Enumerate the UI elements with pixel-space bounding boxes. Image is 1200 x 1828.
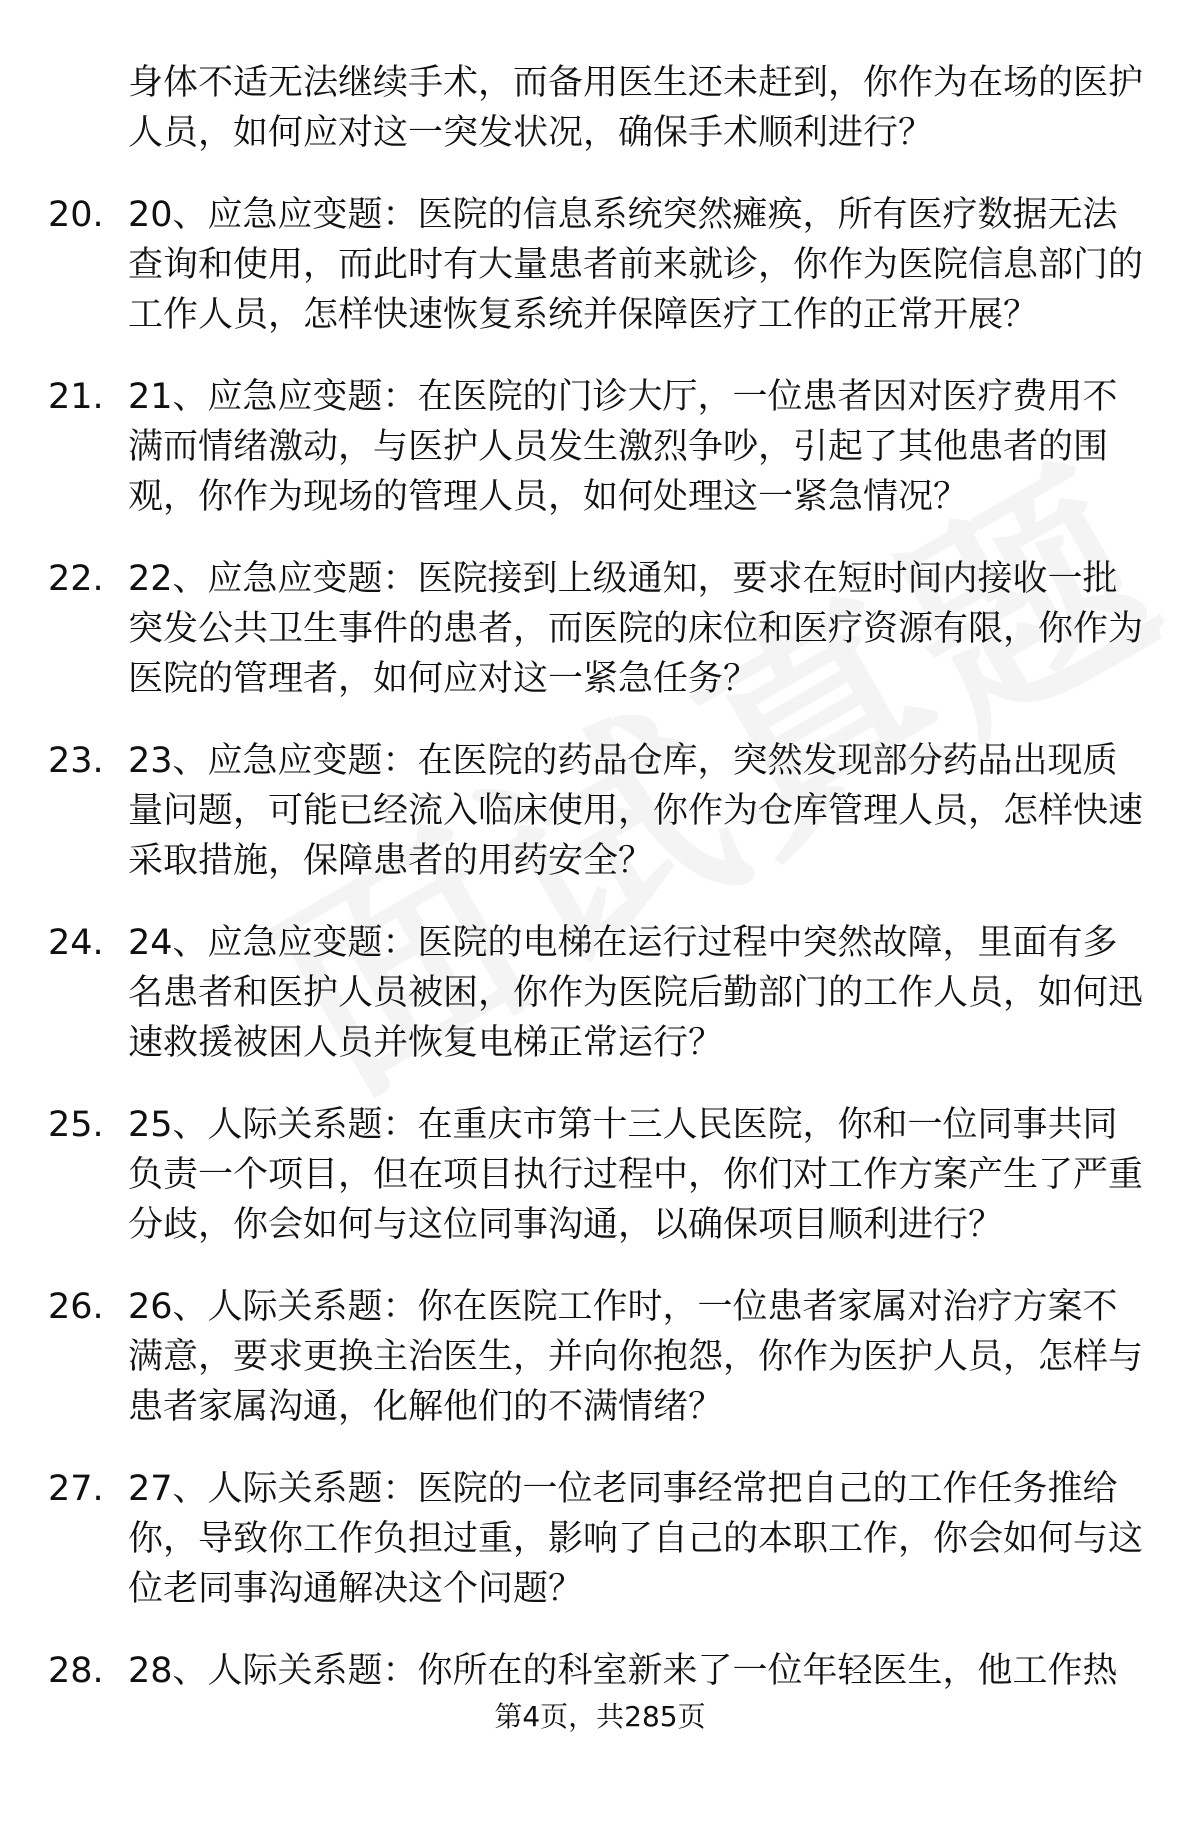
list-item (0, 372, 1200, 554)
item-number: 24. (48, 923, 104, 963)
item-number: 23. (48, 741, 104, 781)
list-item (0, 190, 1200, 372)
item-number: 22. (48, 559, 104, 599)
item-number: 25. (48, 1105, 104, 1145)
list-item (0, 1100, 1200, 1282)
page-footer: 第4页，共285页 (494, 1700, 706, 1733)
item-text: 20、应急应变题：医院的信息系统突然瘫痪，所有医疗数据无法查询和使用，而此时有大量患者前来就诊，你作为医院信息部门的工作人员，怎样快速恢复系统并保障医疗工作的正常开展？ (128, 195, 1144, 335)
continued-question-text: 身体不适无法继续手术，而备用医生还未赶到，你作为在场的医护人员，如何应对这一突发状况，确保手术顺利进行？ (128, 63, 1144, 153)
list-item (0, 918, 1200, 1100)
item-text: 22、应急应变题：医院接到上级通知，要求在短时间内接收一批突发公共卫生事件的患者，而医院的床位和医疗资源有限，你作为医院的管理者，如何应对这一紧急任务？ (128, 559, 1144, 699)
list-item (0, 1646, 1200, 1828)
item-text: 27、人际关系题：医院的一位老同事经常把自己的工作任务推给你，导致你工作负担过重，影响了自己的本职工作，你会如何与这位老同事沟通解决这个问题？ (128, 1469, 1144, 1609)
list-item (0, 1464, 1200, 1646)
list-item (0, 1282, 1200, 1464)
item-text: 21、应急应变题：在医院的门诊大厅，一位患者因对医疗费用不满而情绪激动，与医护人员发生激烈争吵，引起了其他患者的围观，你作为现场的管理人员，如何处理这一紧急情况？ (128, 377, 1118, 517)
item-text: 28、人际关系题：你所在的科室新来了一位年轻医生，他工作热 (128, 1651, 1118, 1691)
question-list (0, 190, 1200, 1828)
item-number: 27. (48, 1469, 104, 1509)
list-item (0, 554, 1200, 736)
item-text: 24、应急应变题：医院的电梯在运行过程中突然故障，里面有多名患者和医护人员被困，你作为医院后勤部门的工作人员，如何迅速救援被困人员并恢复电梯正常运行？ (128, 923, 1144, 1063)
item-text: 25、人际关系题：在重庆市第十三人民医院，你和一位同事共同负责一个项目，但在项目执行过程中，你们对工作方案产生了严重分歧，你会如何与这位同事沟通，以确保项目顺利进行？ (128, 1105, 1144, 1245)
item-number: 20. (48, 195, 104, 235)
item-number: 26. (48, 1287, 104, 1327)
item-text: 23、应急应变题：在医院的药品仓库，突然发现部分药品出现质量问题，可能已经流入临床使用，你作为仓库管理人员，怎样快速采取措施，保障患者的用药安全？ (128, 741, 1144, 881)
list-item (0, 736, 1200, 918)
item-number: 28. (48, 1651, 104, 1691)
item-number: 21. (48, 377, 104, 417)
item-text: 26、人际关系题：你在医院工作时，一位患者家属对治疗方案不满意，要求更换主治医生，并向你抱怨，你作为医护人员，怎样与患者家属沟通，化解他们的不满情绪？ (128, 1287, 1144, 1427)
